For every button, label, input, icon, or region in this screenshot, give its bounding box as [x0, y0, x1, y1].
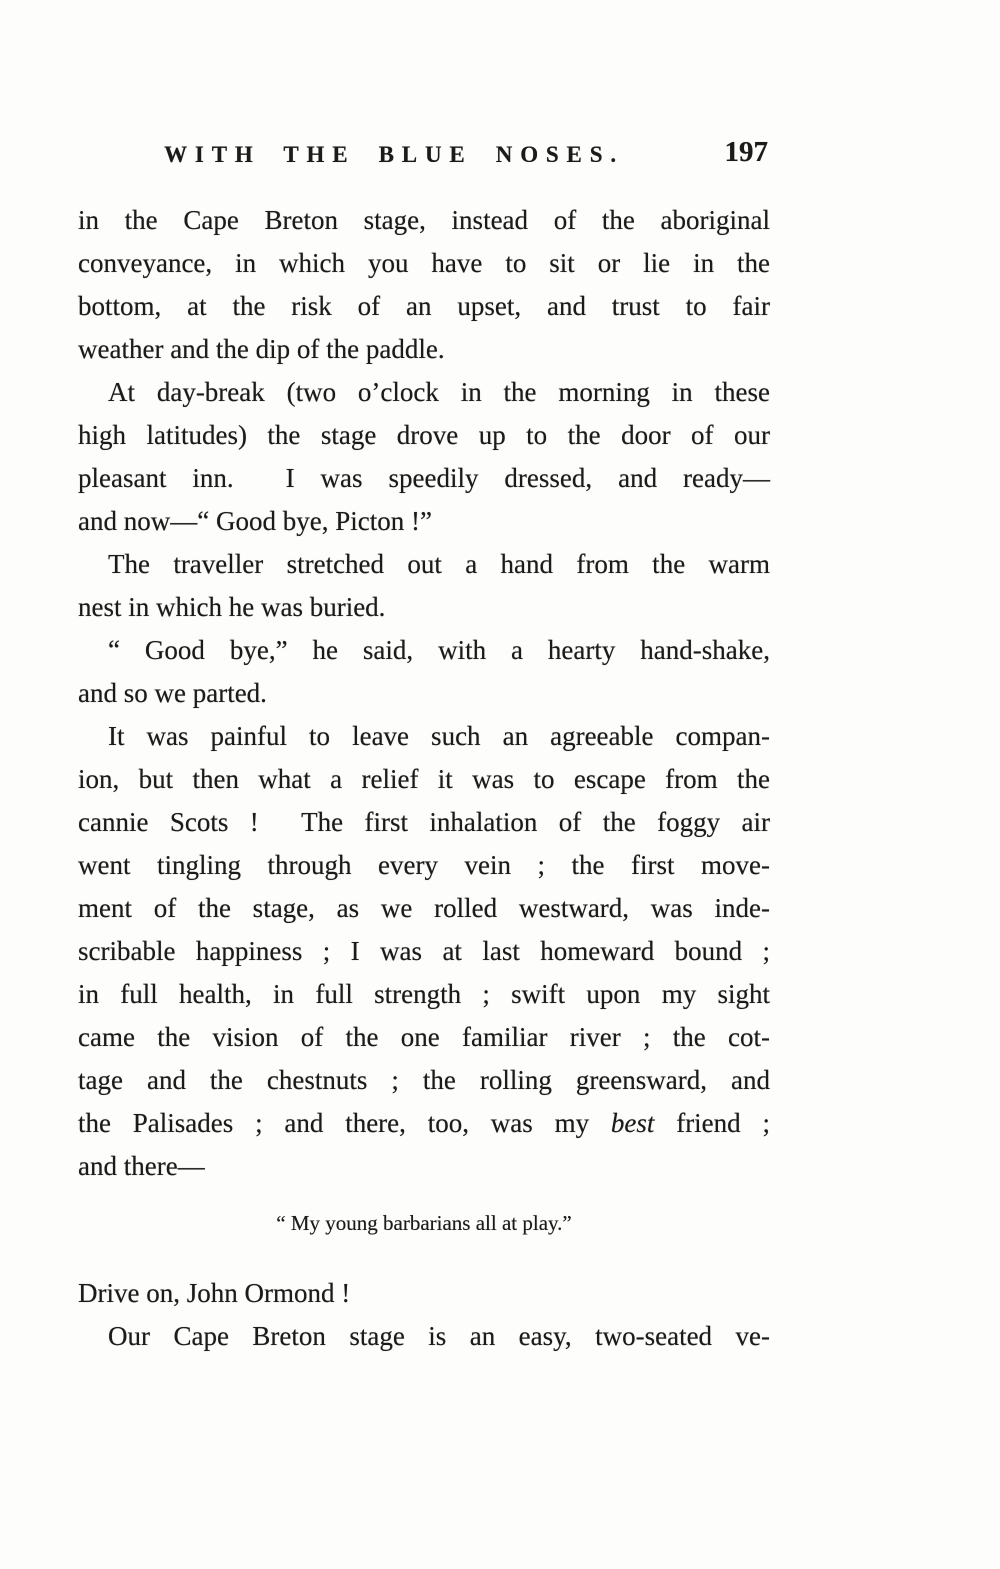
text-segment: weather and the dip of the paddle. [78, 334, 445, 364]
running-header [78, 136, 770, 172]
text-line [78, 371, 770, 414]
text-line [78, 414, 770, 457]
paragraph [78, 629, 770, 715]
text-segment: conveyance, in which you have to sit or lie in the [78, 248, 770, 278]
text-segment: bottom, at the risk of an upset, and trust to fair [78, 291, 770, 321]
text-segment: and there— [78, 1151, 205, 1181]
closing-paragraph-block [78, 1272, 770, 1358]
text-line [78, 887, 770, 930]
text-segment: “ Good bye,” he said, with a hearty hand-shake, [108, 635, 770, 665]
text-line [78, 1272, 770, 1315]
text-line [78, 1145, 770, 1188]
text-segment: and now—“ Good bye, Picton !” [78, 506, 432, 536]
text-segment: tage and the chestnuts ; the rolling greensward, and [78, 1065, 770, 1095]
text-segment: ion, but then what a relief it was to escape from the [78, 764, 770, 794]
emphasized-word: best [610, 1108, 655, 1138]
text-line [78, 758, 770, 801]
text-segment: in full health, in full strength ; swift upon my sight [78, 979, 770, 1009]
text-segment: It was painful to leave such an agreeable compan- [108, 721, 770, 751]
text-line [78, 801, 770, 844]
text-line [78, 285, 770, 328]
paragraph [78, 1272, 770, 1315]
text-segment: high latitudes) the stage drove up to the door of our [78, 420, 770, 450]
running-title: WITH THE BLUE NOSES. [164, 142, 624, 167]
text-line [78, 973, 770, 1016]
text-segment: the Palisades ; and there, too, was my [78, 1108, 611, 1138]
text-line [78, 1102, 770, 1145]
text-line [78, 1016, 770, 1059]
text-segment: Our Cape Breton stage is an easy, two-seated ve- [108, 1321, 770, 1351]
paragraph [78, 371, 770, 543]
text-segment: pleasant inn. I was speedily dressed, and ready— [78, 463, 770, 493]
text-line [78, 930, 770, 973]
paragraph [78, 543, 770, 629]
text-segment: came the vision of the one familiar river ; the cot- [78, 1022, 770, 1052]
text-line [78, 1315, 770, 1358]
text-segment: scribable happiness ; I was at last homeward bound ; [78, 936, 770, 966]
text-segment: friend ; [654, 1108, 770, 1138]
paragraph [78, 1315, 770, 1358]
text-segment: The traveller stretched out a hand from the warm [108, 549, 770, 579]
text-line [78, 543, 770, 586]
text-segment: At day-break (two o’clock in the morning in these [108, 377, 770, 407]
text-line [78, 844, 770, 887]
text-line [78, 457, 770, 500]
text-segment: Drive on, John Ormond ! [78, 1278, 351, 1308]
text-segment: in the Cape Breton stage, instead of the aboriginal [78, 205, 770, 235]
paragraph [78, 199, 770, 371]
text-line [78, 672, 770, 715]
text-line [78, 328, 770, 371]
text-line [78, 1059, 770, 1102]
text-line [78, 242, 770, 285]
text-segment: went tingling through every vein ; the first move- [78, 850, 770, 880]
page-number: 197 [724, 136, 768, 168]
text-line [78, 586, 770, 629]
text-line [78, 199, 770, 242]
paragraph [78, 715, 770, 1188]
text-segment: ment of the stage, as we rolled westward, was inde- [78, 893, 770, 923]
page-body-text [78, 199, 770, 1358]
text-segment: cannie Scots ! The first inhalation of the foggy air [78, 807, 770, 837]
text-segment: nest in which he was buried. [78, 592, 386, 622]
text-line [78, 629, 770, 672]
verse-quote: “ My young barbarians all at play.” [276, 1211, 572, 1235]
text-line [78, 715, 770, 758]
text-line [78, 500, 770, 543]
text-segment: and so we parted. [78, 678, 267, 708]
paragraph-block [78, 199, 770, 1188]
